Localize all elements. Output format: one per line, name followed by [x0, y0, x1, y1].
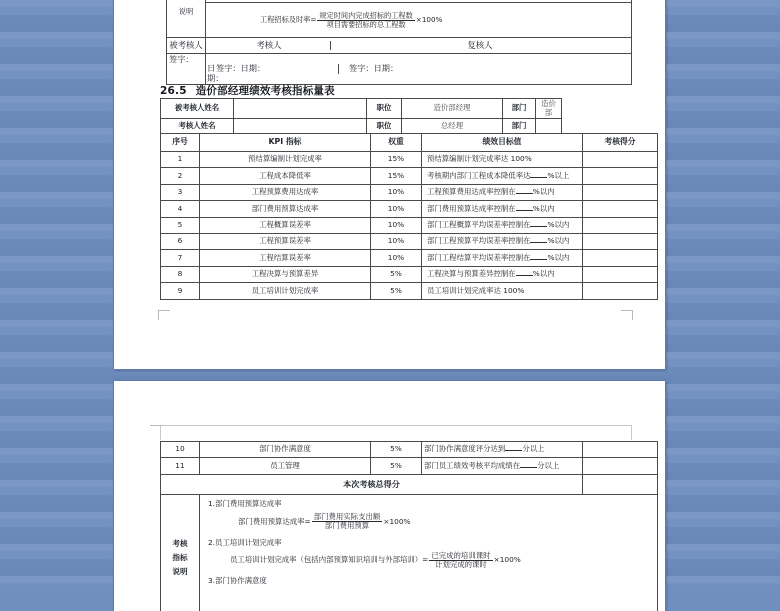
assessor-position-value: 总经理: [402, 119, 503, 134]
kpi-row-score[interactable]: [583, 217, 658, 233]
kpi-header-weight: 权重: [371, 134, 422, 152]
kpi-row-goal: 部门工程概算平均误差率控制在 %以内: [422, 217, 583, 233]
kpi-indicator-table: [160, 133, 658, 300]
kpi-row-score[interactable]: [583, 184, 658, 200]
item2-denominator: 计划完成的课时: [435, 560, 487, 570]
kpi-row-goal: 工程预算费用达成率控制在 %以内: [422, 184, 583, 200]
kpi-row-number: 11: [161, 458, 200, 474]
table-row: [161, 458, 658, 474]
goal-fill-blank[interactable]: [516, 193, 533, 194]
kpi-row-number: 7: [161, 250, 200, 266]
total-score-row: [161, 474, 658, 494]
signature-header-0: 被考核人: [167, 38, 206, 54]
sign-label-2: 签字：: [349, 63, 374, 74]
kpi-row-indicator: 预结算编制计划完成率: [200, 152, 371, 168]
header-frame-outline: [160, 425, 632, 440]
note-label-cell: 说明: [167, 0, 206, 38]
kpi-indicator-table-continued: [160, 441, 658, 611]
explanation-label-line-2: 指标: [172, 553, 188, 563]
goal-fill-blank[interactable]: [530, 242, 547, 243]
kpi-row-goal: 考核期内部门工程成本降低率达 %以上: [422, 168, 583, 184]
kpi-row-weight: 5%: [371, 458, 422, 474]
kpi-row-score[interactable]: [583, 168, 658, 184]
kpi-row-weight: 5%: [371, 283, 422, 299]
kpi-header-no: 序号: [161, 134, 200, 152]
kpi-row-score[interactable]: [583, 201, 658, 217]
table-row: [161, 266, 658, 282]
kpi-header-row: [161, 134, 658, 152]
kpi-row-weight: 15%: [371, 168, 422, 184]
kpi-row-weight: 15%: [371, 152, 422, 168]
kpi-row-number: 10: [161, 442, 200, 458]
table-row: [161, 99, 562, 119]
table-row: [161, 168, 658, 184]
kpi-row-score[interactable]: [583, 283, 658, 299]
goal-fill-blank[interactable]: [530, 177, 547, 178]
assessee-position-label: 职位: [367, 99, 402, 119]
kpi-row-indicator: 部门费用预算达成率: [200, 201, 371, 217]
kpi-row-indicator: 工程预算费用达成率: [200, 184, 371, 200]
explanation-item-2-formula: [230, 552, 653, 569]
kpi-row-indicator: 员工培训计划完成率: [200, 283, 371, 299]
previous-section-table: [166, 0, 632, 85]
kpi-row-weight: 10%: [371, 250, 422, 266]
kpi-row-indicator: 工程决算与预算差异: [200, 266, 371, 282]
explanation-label-line-1: 考核: [172, 539, 188, 549]
goal-fill-blank[interactable]: [520, 467, 537, 468]
date-label-2: 日期：: [373, 63, 399, 74]
sign-label-1: 签字：: [216, 63, 241, 74]
kpi-row-weight: 10%: [371, 217, 422, 233]
explanation-label: [161, 494, 200, 611]
item1-numerator: 部门费用实际支出额: [313, 512, 381, 522]
signature-cell-1: [206, 64, 338, 73]
kpi-row-goal: 员工培训计划完成率达 100%: [422, 283, 583, 299]
assessee-name-value[interactable]: [234, 99, 367, 119]
total-score-value[interactable]: [583, 474, 658, 494]
goal-fill-blank[interactable]: [530, 259, 547, 260]
kpi-row-number: 6: [161, 233, 200, 249]
kpi-row-indicator: 工程结算误差率: [200, 250, 371, 266]
item1-tail: ×100%: [383, 516, 411, 526]
table-row: [167, 3, 632, 38]
assessor-name-value[interactable]: [234, 119, 367, 134]
signature-cell-0: [167, 54, 224, 85]
kpi-row-score[interactable]: [583, 250, 658, 266]
assessee-dept-value: 造价部: [536, 99, 562, 119]
signature-header-1: 考核人: [256, 39, 282, 50]
assessor-position-label: 职位: [367, 119, 402, 134]
formula-denominator: 项目需要招标的总工程数: [326, 19, 406, 29]
assessee-name-label: 被考核人姓名: [161, 99, 234, 119]
kpi-row-number: 4: [161, 201, 200, 217]
section-title: 造价部经理绩效考核指标量表: [195, 85, 335, 97]
explanation-body: [200, 494, 658, 611]
assessor-dept-value[interactable]: [536, 119, 562, 134]
explanation-item-3-title: 3.部门协作满意度: [208, 576, 267, 586]
signature-value-row: [167, 54, 632, 85]
item2-fraction: [429, 552, 492, 569]
kpi-row-number: 9: [161, 283, 200, 299]
kpi-header-score: 考核得分: [583, 134, 658, 152]
kpi-row-indicator: 员工管理: [200, 458, 371, 474]
kpi-row-score[interactable]: [583, 442, 658, 458]
table-row: [161, 442, 658, 458]
signature-cell-rest: [206, 54, 632, 85]
kpi-row-weight: 10%: [371, 233, 422, 249]
kpi-row-number: 1: [161, 152, 200, 168]
signature-cell-2: [338, 64, 631, 73]
crop-mark-bottom-right: [621, 310, 633, 320]
explanation-item-1-formula: [238, 513, 653, 530]
kpi-row-weight: 5%: [371, 442, 422, 458]
table-row: [161, 184, 658, 200]
goal-fill-blank[interactable]: [516, 275, 533, 276]
kpi-row-goal: 预结算编制计划完成率达 100%: [422, 152, 583, 168]
crop-mark-bottom-left: [158, 310, 170, 320]
item2-numerator: 已完成的培训课时: [431, 551, 491, 561]
table-row: [161, 119, 562, 134]
item1-fraction: [312, 513, 383, 530]
assessor-dept-label: 部门: [503, 119, 536, 134]
goal-fill-blank[interactable]: [505, 450, 522, 451]
goal-fill-blank[interactable]: [530, 226, 547, 227]
kpi-row-indicator: 工程成本降低率: [200, 168, 371, 184]
explanation-label-line-3: 说明: [172, 567, 188, 577]
kpi-header-goal: 绩效目标值: [422, 134, 583, 152]
signature-header-rest: [206, 38, 632, 54]
kpi-table-body: [161, 152, 658, 300]
kpi-row-number: 8: [161, 266, 200, 282]
assessor-name-label: 考核人姓名: [161, 119, 234, 134]
table-row: [161, 201, 658, 217]
kpi-row-number: 2: [161, 168, 200, 184]
kpi-row-score[interactable]: [583, 152, 658, 168]
table-row: [161, 152, 658, 168]
kpi-row-weight: 5%: [371, 266, 422, 282]
note-formula-cell: [206, 3, 632, 38]
kpi-row-weight: 10%: [371, 201, 422, 217]
explanation-item-2-title: 2.员工培训计划完成率: [208, 537, 282, 547]
kpi-row-weight: 10%: [371, 184, 422, 200]
kpi-table-body-continued: [161, 442, 658, 475]
kpi-row-score[interactable]: [583, 266, 658, 282]
table-row: [161, 233, 658, 249]
kpi-row-goal: 部门员工绩效考核平均成绩在 分以上: [422, 458, 583, 474]
explanation-item-1-title: 1.部门费用预算达成率: [208, 498, 282, 508]
crop-mark-top-left: [150, 425, 162, 435]
kpi-row-indicator: 工程预算误差率: [200, 233, 371, 249]
kpi-row-score[interactable]: [583, 458, 658, 474]
assessment-info-table: [160, 98, 562, 134]
explanation-row: [161, 494, 658, 611]
kpi-row-number: 3: [161, 184, 200, 200]
sign-label-0: 签字：: [169, 54, 194, 64]
goal-fill-blank[interactable]: [516, 210, 533, 211]
assessee-dept-label: 部门: [503, 99, 536, 119]
total-score-label: 本次考核总得分: [161, 474, 583, 494]
kpi-row-goal: 部门工程预算平均误差率控制在 %以内: [422, 233, 583, 249]
section-number: 26.5: [160, 85, 187, 97]
kpi-row-goal: 部门工程结算平均误差率控制在 %以内: [422, 250, 583, 266]
kpi-row-score[interactable]: [583, 233, 658, 249]
kpi-row-goal: 部门费用预算达成率控制在 %以内: [422, 201, 583, 217]
kpi-row-indicator: 部门协作满意度: [200, 442, 371, 458]
signature-header-row: [167, 38, 632, 54]
formula-tail: ×100%: [415, 14, 443, 24]
item1-denominator: 部门费用预算: [324, 521, 370, 531]
kpi-row-number: 5: [161, 217, 200, 233]
item2-lhs: 员工培训计划完成率（包括内部预算知识培训与外部培训）=: [230, 555, 429, 565]
kpi-row-goal: 部门协作满意度评分达到 分以上: [422, 442, 583, 458]
kpi-row-goal: 工程决算与预算差异控制在 %以内: [422, 266, 583, 282]
item2-tail: ×100%: [493, 555, 521, 565]
date-label-1: 日期：: [240, 63, 266, 74]
signature-header-2: 复核人: [330, 41, 629, 51]
item1-lhs: 部门费用预算达成率=: [238, 516, 311, 526]
date-label-0: 日期：: [207, 63, 224, 83]
kpi-row-indicator: 工程概算误差率: [200, 217, 371, 233]
formula-fraction: [317, 12, 414, 29]
table-row: [161, 283, 658, 299]
formula-lhs: 工程招标及时率=: [260, 14, 317, 24]
table-row: [161, 250, 658, 266]
kpi-header-kpi: KPI 指标: [200, 134, 371, 152]
page-title: [160, 83, 335, 98]
table-row: [161, 217, 658, 233]
document-page-1: [114, 0, 665, 369]
assessee-position-value: 造价部经理: [402, 99, 503, 119]
formula-numerator: 规定时间内完成招标的工程数: [319, 10, 413, 20]
document-page-2: [114, 381, 665, 611]
